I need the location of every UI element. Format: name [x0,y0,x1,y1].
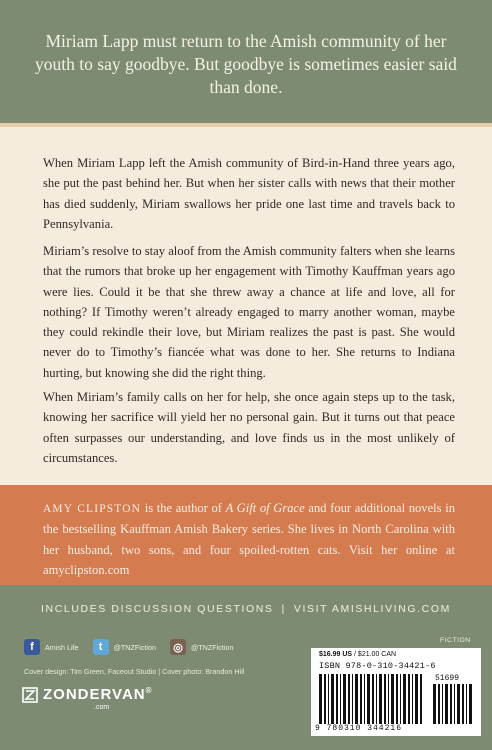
description-paragraph-1: When Miriam Lapp left the Amish community of Bird-in-Hand three years ago, she put the past behind her. But when her sister calls with news that their mother has died suddenly, Miriam swallows her pride one last time and travels back to Pennsylvania. [43,156,455,231]
social-links [24,639,247,655]
social-label: Amish Life [45,642,79,652]
category-label: FICTION [440,637,471,644]
barcode-bar [469,684,472,724]
barcode-bar [412,674,413,724]
isbn-text: ISBN 978-0-310-34421-6 [319,661,436,671]
barcode-bar [360,674,362,724]
social-label: @TNZFiction [113,642,156,652]
author-bio-text-b: and four additional novels in the bestselling Kauffman Amish Bakery series. She lives in North Carolina with her husband, two sons, and four spoiled-rotten cats. Visit her online at amyclipston.com [43,501,455,577]
barcode-bar [340,674,341,724]
description-section [0,123,492,485]
barcode-bar [462,684,464,724]
includes-line [0,603,492,615]
barcode-bar [367,674,370,724]
barcode-bar [388,674,389,724]
twitter-icon: t [93,639,109,655]
barcode-bar [438,684,440,724]
social-instagram[interactable] [170,639,233,655]
barcode-bar [445,684,448,724]
footer-band [0,585,492,750]
author-bio-text-a: is the author of [141,501,226,515]
social-label: @TNZFiction [191,642,234,652]
barcode-bar [324,674,326,724]
separator: | [281,603,286,615]
publisher-domain: .com [94,704,110,711]
barcode-bar [391,674,394,724]
cover-credits: Cover design: Tim Green, Faceout Studio | Cover photo: Brandon Hill [24,667,245,676]
ean-digits: 9 780310 344216 [315,724,403,733]
barcode-panel [311,648,481,736]
barcode-bar [396,674,398,724]
barcode-bar [442,684,443,724]
barcode-bar [355,674,358,724]
addon-digits: 51699 [435,674,460,683]
zondervan-mark-icon [22,687,38,703]
publisher-name: ZONDERVAN® [43,686,153,703]
barcode-bar [379,674,382,724]
tagline: Miriam Lapp must return to the Amish community of her youth to say goodbye. But goodbye is sometimes easier said than done. [35,31,457,97]
barcode-bar [364,674,365,724]
social-facebook[interactable] [24,639,79,655]
barcode-bar [384,674,386,724]
price-label: $16.99 US / $21.00 CAN [319,651,397,658]
barcode-bar [336,674,338,724]
barcode-bar [454,684,455,724]
barcode-graphic [311,648,481,736]
barcode-bar [400,674,401,724]
barcode-bar [343,674,346,724]
barcode-bar [466,684,467,724]
description-paragraph-3: When Miriam’s family calls on her for help, she once again steps up to the task, knowing her sacrifice will yield her no personal gain. But it turns out that peace often surpasses our understanding, and love finds us in the most unlikely of circumstances. [43,390,455,465]
barcode-bar [319,674,322,724]
barcode-bar [328,674,329,724]
barcode-bar [420,674,422,724]
barcode-bar [433,684,436,724]
barcode-bar [408,674,410,724]
publisher-logo [22,686,153,711]
author-bio-band [0,485,492,585]
facebook-icon: f [24,639,40,655]
barcode-bar [376,674,377,724]
discussion-questions-note: INCLUDES DISCUSSION QUESTIONS [41,603,274,615]
social-twitter[interactable] [93,639,156,655]
barcode-bar [352,674,353,724]
barcode-bar [415,674,418,724]
book-title: A Gift of Grace [225,501,305,515]
barcode-bar [450,684,452,724]
tagline-band [0,0,492,123]
barcode-bar [372,674,374,724]
website-link[interactable]: VISIT AMISHLIVING.COM [293,603,451,615]
author-name: AMY CLIPSTON [43,503,142,515]
barcode-bar [348,674,350,724]
description-paragraph-2: Miriam’s resolve to stay aloof from the Amish community falters when she learns that the rumors that broke up her engagement with Timothy Kauffman years ago were lies. Could it be that she threw away a chance at life and love, all for nothing? If Timothy weren’t already engaged to marry another woman, maybe they could rekindle their love, but Miriam realizes the past is past. She would never do to Timothy’s fiancée what was done to her. She returns to Indiana hurting, but knowing she did the right thing. [43,244,456,380]
barcode-bar [457,684,460,724]
author-bio [43,498,455,580]
barcode-bar [403,674,406,724]
instagram-icon: ◎ [170,639,186,655]
barcode-bar [331,674,334,724]
